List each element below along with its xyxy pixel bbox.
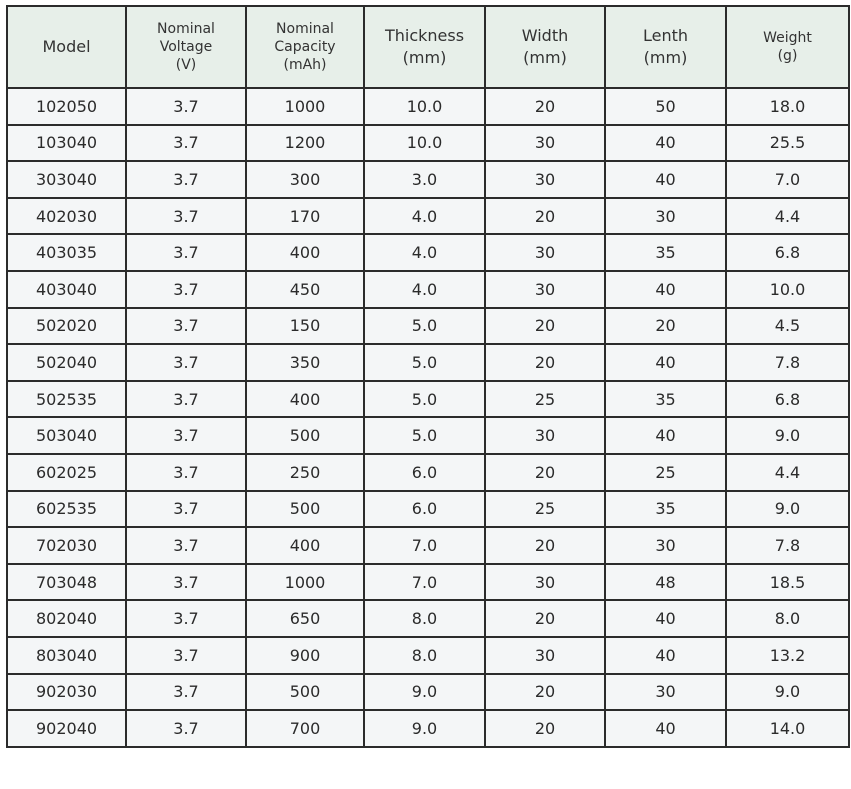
length-cell: 30 [605,527,726,564]
thickness-cell: 5.0 [364,417,485,454]
thickness-cell: 9.0 [364,710,485,747]
length-cell: 48 [605,564,726,601]
length-cell: 35 [605,491,726,528]
weight-cell: 10.0 [726,271,849,308]
length-cell: 40 [605,710,726,747]
capacity-cell: 1200 [246,125,364,162]
weight-cell: 18.5 [726,564,849,601]
thickness-cell: 5.0 [364,381,485,418]
width-cell: 30 [485,161,605,198]
voltage-cell: 3.7 [126,308,246,345]
model-cell: 602025 [7,454,126,491]
model-cell: 403035 [7,234,126,271]
table-row [7,674,849,711]
weight-cell: 6.8 [726,234,849,271]
width-cell: 30 [485,564,605,601]
thickness-cell: 6.0 [364,491,485,528]
header-voltage-line: Voltage [159,39,213,55]
length-cell: 50 [605,88,726,125]
model-cell: 602535 [7,491,126,528]
width-cell: 20 [485,88,605,125]
header-capacity-line: Nominal [276,21,334,37]
header-length-unit: (mm) [643,48,688,67]
header-thickness-line: Thickness [384,26,465,45]
weight-cell: 7.8 [726,344,849,381]
weight-cell: 13.2 [726,637,849,674]
length-cell: 40 [605,161,726,198]
capacity-cell: 350 [246,344,364,381]
header-capacity-unit: (mAh) [283,57,327,73]
weight-cell: 8.0 [726,600,849,637]
thickness-cell: 7.0 [364,564,485,601]
header-thickness [364,6,485,88]
capacity-cell: 400 [246,527,364,564]
model-cell: 902030 [7,674,126,711]
weight-cell: 4.5 [726,308,849,345]
voltage-cell: 3.7 [126,88,246,125]
voltage-cell: 3.7 [126,564,246,601]
length-cell: 40 [605,125,726,162]
width-cell: 20 [485,454,605,491]
header-thickness-unit: (mm) [402,48,447,67]
voltage-cell: 3.7 [126,600,246,637]
table-row [7,344,849,381]
header-capacity [246,6,364,88]
length-cell: 40 [605,600,726,637]
width-cell: 20 [485,198,605,235]
voltage-cell: 3.7 [126,710,246,747]
length-cell: 40 [605,417,726,454]
table-row [7,710,849,747]
length-cell: 35 [605,381,726,418]
width-cell: 20 [485,308,605,345]
weight-cell: 6.8 [726,381,849,418]
table-row [7,454,849,491]
width-cell: 20 [485,710,605,747]
table-body [7,88,849,747]
table-row [7,198,849,235]
thickness-cell: 9.0 [364,674,485,711]
voltage-cell: 3.7 [126,674,246,711]
header-length-line: Lenth [642,26,689,45]
capacity-cell: 170 [246,198,364,235]
battery-spec-table [6,5,850,748]
header-voltage [126,6,246,88]
header-voltage-unit: (V) [175,57,197,73]
header-weight-line: Weight [763,30,812,46]
model-cell: 702030 [7,527,126,564]
table-row [7,271,849,308]
weight-cell: 14.0 [726,710,849,747]
model-cell: 502535 [7,381,126,418]
thickness-cell: 5.0 [364,344,485,381]
header-voltage-line: Nominal [157,21,215,37]
header-model [7,6,126,88]
thickness-cell: 7.0 [364,527,485,564]
capacity-cell: 450 [246,271,364,308]
capacity-cell: 500 [246,674,364,711]
voltage-cell: 3.7 [126,161,246,198]
table-row [7,564,849,601]
capacity-cell: 700 [246,710,364,747]
width-cell: 30 [485,125,605,162]
header-width [485,6,605,88]
table-row [7,234,849,271]
length-cell: 40 [605,271,726,308]
thickness-cell: 4.0 [364,234,485,271]
length-cell: 20 [605,308,726,345]
length-cell: 30 [605,674,726,711]
voltage-cell: 3.7 [126,637,246,674]
capacity-cell: 1000 [246,564,364,601]
header-width-line: Width [521,26,569,45]
model-cell: 502040 [7,344,126,381]
width-cell: 25 [485,491,605,528]
capacity-cell: 400 [246,234,364,271]
table-row [7,125,849,162]
weight-cell: 7.0 [726,161,849,198]
capacity-cell: 650 [246,600,364,637]
capacity-cell: 150 [246,308,364,345]
weight-cell: 7.8 [726,527,849,564]
header-weight [726,6,849,88]
table-row [7,308,849,345]
width-cell: 20 [485,527,605,564]
weight-cell: 9.0 [726,674,849,711]
header-model-line: Model [42,37,91,56]
table-row [7,491,849,528]
width-cell: 20 [485,600,605,637]
weight-cell: 9.0 [726,491,849,528]
table-row [7,161,849,198]
weight-cell: 4.4 [726,198,849,235]
voltage-cell: 3.7 [126,271,246,308]
voltage-cell: 3.7 [126,491,246,528]
header-weight-unit: (g) [777,48,798,64]
voltage-cell: 3.7 [126,198,246,235]
weight-cell: 25.5 [726,125,849,162]
model-cell: 703048 [7,564,126,601]
thickness-cell: 4.0 [364,198,485,235]
thickness-cell: 5.0 [364,308,485,345]
weight-cell: 4.4 [726,454,849,491]
table-row [7,381,849,418]
width-cell: 25 [485,381,605,418]
voltage-cell: 3.7 [126,344,246,381]
width-cell: 30 [485,417,605,454]
weight-cell: 18.0 [726,88,849,125]
length-cell: 30 [605,198,726,235]
header-row [7,6,849,88]
voltage-cell: 3.7 [126,381,246,418]
table-header [7,6,849,88]
header-width-unit: (mm) [523,48,567,67]
voltage-cell: 3.7 [126,527,246,564]
model-cell: 802040 [7,600,126,637]
model-cell: 103040 [7,125,126,162]
capacity-cell: 400 [246,381,364,418]
thickness-cell: 8.0 [364,600,485,637]
model-cell: 503040 [7,417,126,454]
voltage-cell: 3.7 [126,125,246,162]
table-row [7,88,849,125]
width-cell: 30 [485,637,605,674]
length-cell: 25 [605,454,726,491]
length-cell: 40 [605,344,726,381]
header-length [605,6,726,88]
thickness-cell: 4.0 [364,271,485,308]
voltage-cell: 3.7 [126,234,246,271]
capacity-cell: 1000 [246,88,364,125]
width-cell: 20 [485,344,605,381]
length-cell: 40 [605,637,726,674]
model-cell: 303040 [7,161,126,198]
thickness-cell: 6.0 [364,454,485,491]
header-capacity-line: Capacity [274,39,336,55]
thickness-cell: 10.0 [364,125,485,162]
thickness-cell: 3.0 [364,161,485,198]
model-cell: 102050 [7,88,126,125]
capacity-cell: 250 [246,454,364,491]
model-cell: 402030 [7,198,126,235]
thickness-cell: 8.0 [364,637,485,674]
thickness-cell: 10.0 [364,88,485,125]
voltage-cell: 3.7 [126,417,246,454]
model-cell: 502020 [7,308,126,345]
table-row [7,527,849,564]
model-cell: 803040 [7,637,126,674]
voltage-cell: 3.7 [126,454,246,491]
table-row [7,417,849,454]
capacity-cell: 300 [246,161,364,198]
capacity-cell: 500 [246,417,364,454]
capacity-cell: 500 [246,491,364,528]
width-cell: 30 [485,234,605,271]
width-cell: 20 [485,674,605,711]
capacity-cell: 900 [246,637,364,674]
model-cell: 902040 [7,710,126,747]
model-cell: 403040 [7,271,126,308]
length-cell: 35 [605,234,726,271]
width-cell: 30 [485,271,605,308]
table-row [7,600,849,637]
table-row [7,637,849,674]
weight-cell: 9.0 [726,417,849,454]
